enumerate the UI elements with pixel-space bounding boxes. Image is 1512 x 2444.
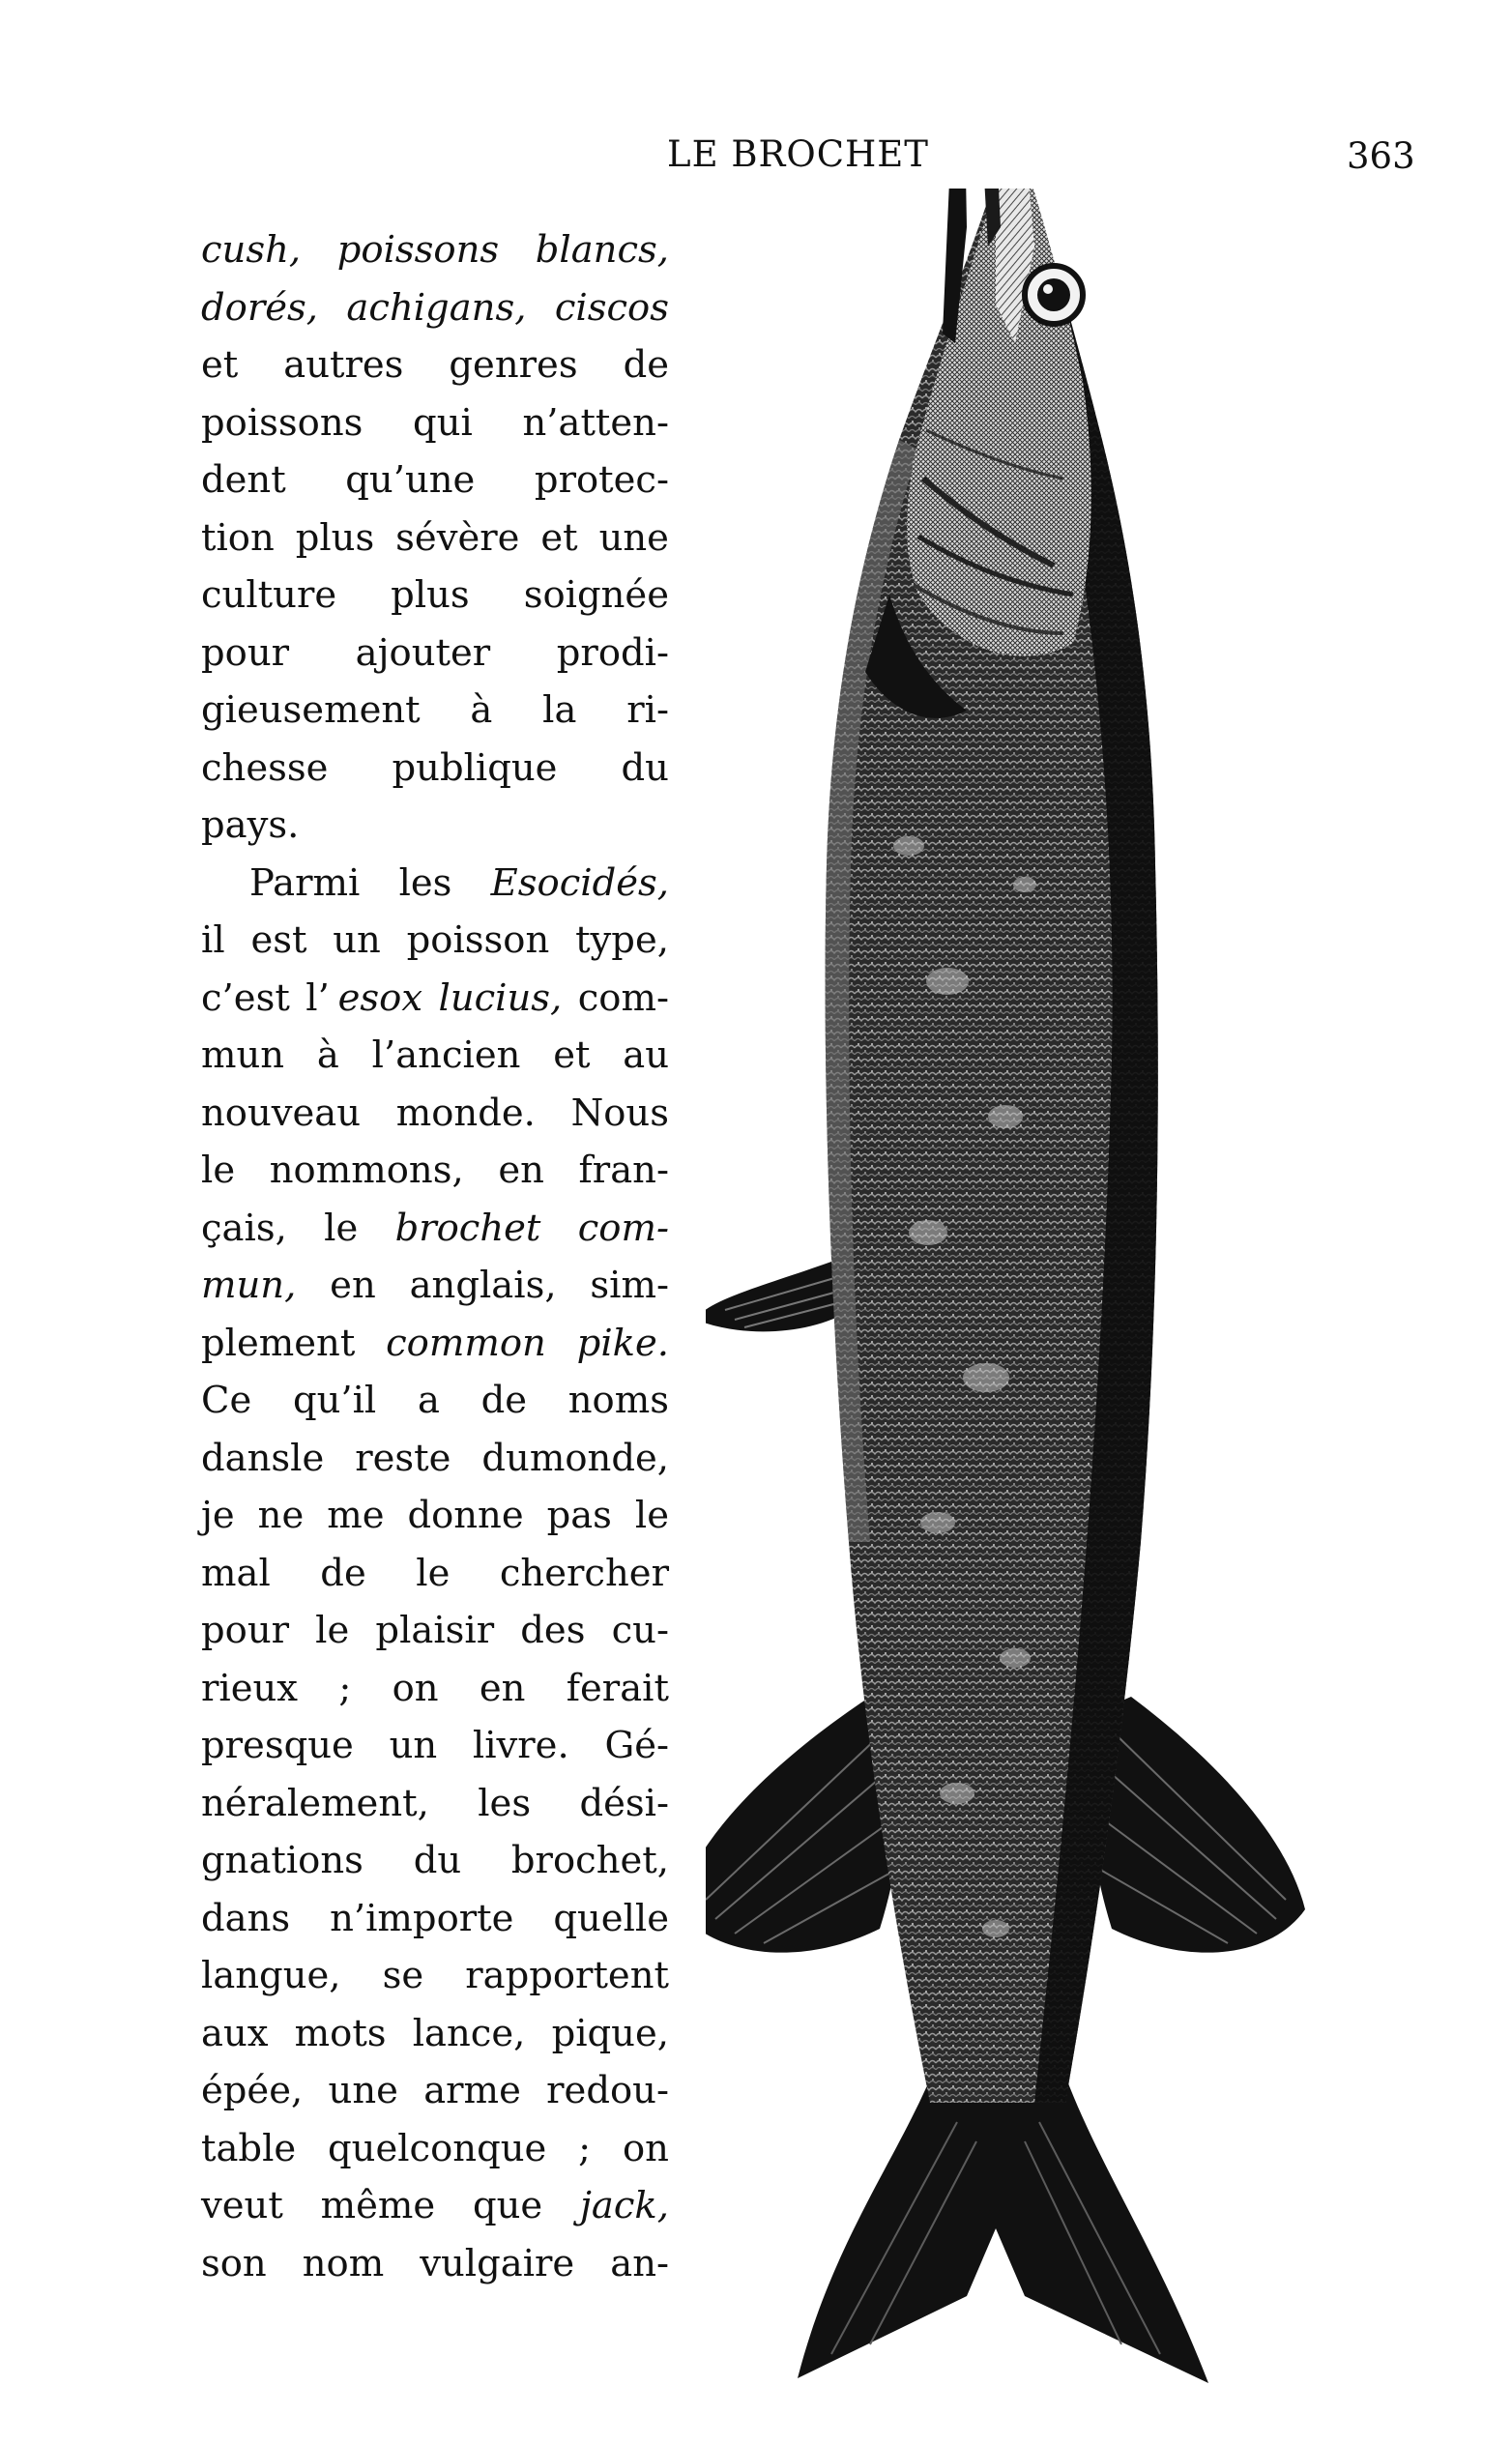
word: une <box>328 2069 398 2112</box>
word: le <box>315 1609 350 1652</box>
word: il <box>201 918 225 962</box>
word: néralement, <box>201 1781 429 1825</box>
word: culture <box>201 573 337 617</box>
word: donne <box>407 1494 524 1537</box>
word: dans <box>201 1896 291 1940</box>
word: langue, <box>201 1954 341 1997</box>
word: nommons, <box>269 1149 464 1192</box>
word: poisson <box>406 918 550 962</box>
word: a <box>417 1379 440 1422</box>
word: n’atten- <box>522 400 669 445</box>
word: livre. <box>472 1724 569 1767</box>
word: poissons <box>201 400 363 445</box>
text-line <box>201 1315 669 1373</box>
text-line <box>201 1142 669 1200</box>
word: Nous <box>570 1091 669 1135</box>
text-line <box>201 1602 669 1660</box>
word: l’ <box>305 975 330 1020</box>
caudal-fin <box>798 2083 1208 2383</box>
word: quelconque <box>328 2126 547 2170</box>
word: pas <box>546 1494 612 1537</box>
word: pour <box>201 1609 290 1652</box>
word: veut <box>201 2184 283 2227</box>
text-line <box>201 394 669 452</box>
word: nom <box>302 2241 385 2285</box>
pectoral-fin <box>706 1262 851 1331</box>
text-line <box>201 1947 669 2005</box>
fish-eye-icon <box>1025 266 1083 324</box>
word: com- <box>577 975 669 1020</box>
pelvic-fin-right <box>1090 1697 1305 1953</box>
word: sévère <box>395 515 520 560</box>
word: autres <box>283 343 404 387</box>
word: ri- <box>626 688 669 732</box>
word: et <box>540 515 578 560</box>
word: même <box>320 2184 436 2227</box>
text-line <box>201 625 669 683</box>
word: ; <box>578 2126 592 2170</box>
word: au <box>623 1033 669 1077</box>
word: common <box>386 1321 546 1365</box>
text-line <box>201 1200 669 1258</box>
word: an- <box>610 2241 669 2285</box>
text-line <box>201 682 669 740</box>
text-line <box>201 1717 669 1775</box>
page-number: 363 <box>1347 135 1415 177</box>
word: pays. <box>201 803 300 847</box>
word: de <box>623 343 669 387</box>
text-line <box>201 567 669 625</box>
text-line <box>201 1027 669 1085</box>
word: reste <box>355 1436 451 1480</box>
word: le <box>201 1149 236 1192</box>
word: une <box>598 515 669 560</box>
word: gieusement <box>201 688 421 732</box>
word: com- <box>577 1206 669 1250</box>
word: ne <box>257 1494 305 1537</box>
word: plus <box>391 573 470 617</box>
word: ; <box>338 1666 352 1710</box>
word: on <box>623 2126 669 2170</box>
word: et <box>553 1033 591 1077</box>
word: en <box>479 1666 526 1710</box>
word: les <box>398 860 452 905</box>
text-line <box>201 1257 669 1315</box>
word: mun <box>201 1033 285 1077</box>
word: esox <box>337 975 423 1020</box>
word: son <box>201 2241 267 2285</box>
word: dési- <box>579 1781 669 1825</box>
word: la <box>542 688 577 732</box>
word: presque <box>201 1724 354 1767</box>
word: le <box>634 1494 669 1537</box>
word: mal <box>201 1551 271 1595</box>
text-line <box>201 1545 669 1603</box>
word: dumonde, <box>481 1436 669 1480</box>
text-line <box>201 2235 669 2293</box>
text-line <box>201 451 669 509</box>
text-line <box>201 1890 669 1948</box>
text-line <box>201 279 669 337</box>
word: qu’une <box>345 458 476 502</box>
word: plement <box>201 1321 356 1365</box>
word: rapportent <box>465 1954 669 1997</box>
word: jack, <box>579 2184 669 2227</box>
word: à <box>470 688 493 732</box>
word: brochet, <box>510 1839 669 1882</box>
word: nouveau <box>201 1091 362 1135</box>
word: fran- <box>578 1149 669 1192</box>
word: je <box>201 1494 235 1537</box>
text-line <box>201 1085 669 1143</box>
word: vulgaire <box>420 2241 575 2285</box>
word: pique, <box>551 2011 669 2055</box>
word: soignée <box>523 573 669 617</box>
word: tion <box>201 515 275 560</box>
text-line <box>201 509 669 567</box>
word: en <box>330 1264 376 1307</box>
word: gnations <box>201 1839 363 1882</box>
word: n’importe <box>330 1896 514 1940</box>
word: Parmi <box>249 860 361 905</box>
word: qu’il <box>292 1379 377 1422</box>
text-line <box>201 1832 669 1890</box>
text-line <box>201 1372 669 1430</box>
word: lucius, <box>438 975 563 1020</box>
word: ajouter <box>355 630 491 675</box>
word: que <box>472 2184 543 2227</box>
word: en <box>498 1149 544 1192</box>
word: des <box>520 1609 586 1652</box>
word: arme <box>423 2069 521 2112</box>
text-line <box>201 1430 669 1488</box>
running-head: LE BROCHET <box>667 133 929 175</box>
word: les <box>478 1781 532 1825</box>
word: de <box>480 1379 528 1422</box>
word: épée, <box>201 2069 304 2112</box>
word: un <box>333 918 381 962</box>
word: de <box>320 1551 366 1595</box>
word: cu- <box>611 1609 669 1652</box>
word: le <box>416 1551 451 1595</box>
text-line <box>201 970 669 1028</box>
word: ciscos <box>554 285 669 330</box>
word: le <box>324 1206 359 1250</box>
word: dorés, <box>201 285 319 330</box>
word: blancs, <box>535 228 669 272</box>
word: poissons <box>336 228 500 272</box>
word: qui <box>413 400 473 445</box>
text-line <box>201 2120 669 2178</box>
text-line <box>201 221 669 279</box>
word: type, <box>575 918 669 962</box>
text-line <box>201 2005 669 2063</box>
word: plus <box>295 515 375 560</box>
word: plaisir <box>375 1609 495 1652</box>
word: redou- <box>546 2069 669 2112</box>
body-text <box>201 221 669 2292</box>
word: me <box>327 1494 385 1537</box>
word: ferait <box>566 1666 669 1710</box>
text-line <box>201 1487 669 1545</box>
word: achigans, <box>346 285 527 330</box>
word: dansle <box>201 1436 325 1480</box>
word: monde. <box>395 1091 536 1135</box>
word: un <box>389 1724 438 1767</box>
word: dent <box>201 458 286 502</box>
word: et <box>201 343 239 387</box>
text-line <box>201 855 669 913</box>
text-line <box>201 797 669 855</box>
word: pour <box>201 630 290 675</box>
text-line <box>201 2062 669 2120</box>
text-line <box>201 336 669 394</box>
word: noms <box>567 1379 669 1422</box>
word: l’ancien <box>371 1033 521 1077</box>
word: mots <box>294 2011 387 2055</box>
word: brochet <box>394 1206 541 1250</box>
word: anglais, <box>409 1264 557 1307</box>
word: table <box>201 2126 297 2170</box>
text-line <box>201 740 669 798</box>
word: rieux <box>201 1666 299 1710</box>
word: chercher <box>499 1551 669 1595</box>
word: quelle <box>553 1896 669 1940</box>
word: çais, <box>201 1206 287 1250</box>
word: du <box>621 745 669 790</box>
word: Esocidés, <box>490 860 669 905</box>
word: du <box>413 1839 462 1882</box>
word: Gé- <box>604 1724 669 1767</box>
word: aux <box>201 2011 269 2055</box>
word: publique <box>392 745 558 790</box>
word: genres <box>449 343 578 387</box>
pike-fish-illustration <box>706 189 1392 2383</box>
word: sim- <box>590 1264 669 1307</box>
word: Ce <box>201 1379 252 1422</box>
text-line <box>201 2177 669 2235</box>
word: protec- <box>534 458 669 502</box>
word: c’est <box>201 975 290 1020</box>
word: lance, <box>412 2011 526 2055</box>
word: chesse <box>201 745 329 790</box>
word: est <box>250 918 307 962</box>
word: pike. <box>576 1321 669 1365</box>
word: prodi- <box>556 630 669 675</box>
word: à <box>316 1033 339 1077</box>
word: cush, <box>201 228 302 272</box>
word: se <box>382 1954 424 1997</box>
text-line <box>201 1775 669 1833</box>
word: mun, <box>201 1264 297 1307</box>
text-line <box>201 912 669 970</box>
word: on <box>392 1666 439 1710</box>
text-line <box>201 1660 669 1718</box>
